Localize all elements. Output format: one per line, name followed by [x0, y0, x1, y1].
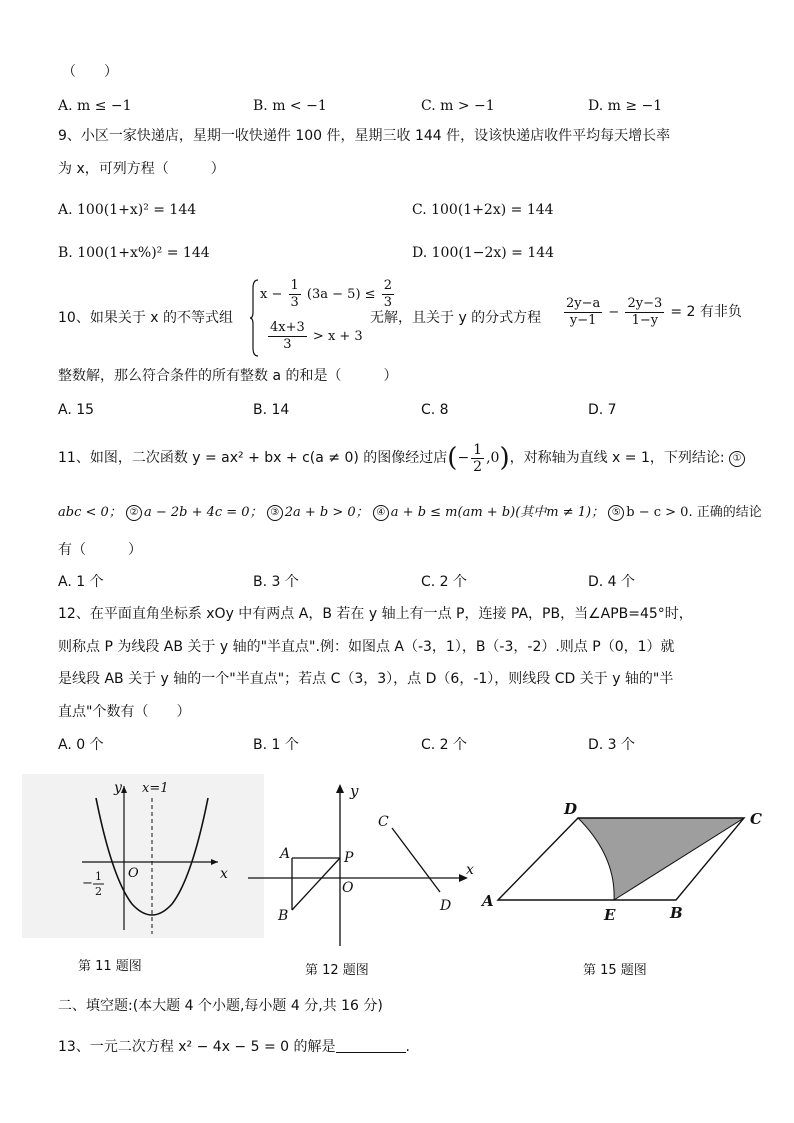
q10-line2: 整数解，那么符合条件的所有整数 a 的和是（ ）: [58, 368, 398, 384]
q11-option-b: B. 3 个: [253, 574, 299, 590]
q12-option-c: C. 2 个: [421, 737, 468, 753]
q11-point-frac-num: 1: [473, 441, 483, 458]
section2-title: 二、填空题:(本大题 4 个小题,每小题 4 分,共 16 分): [58, 998, 383, 1014]
q10-sys1-frac: [289, 278, 301, 311]
q9-line1: 9、小区一家快递店，星期一收快递件 100 件，星期三收 144 件，设该快递店收件平均每天增长率: [58, 128, 671, 144]
fig12-x-label: x: [466, 862, 474, 878]
q11-circle-2: ②: [126, 505, 142, 521]
fig15-label-a: A: [482, 892, 494, 910]
fig12-y-label: y: [350, 782, 359, 800]
q10-sys1-frac2-den: 3: [383, 295, 392, 310]
fig12-label-p: P: [344, 850, 354, 866]
q10-sys2-frac: [268, 320, 307, 353]
q10-mid: 无解，且关于 y 的分式方程: [370, 310, 542, 326]
q11-concl-4: a + b ≤ m(am + b)(其中m ≠ 1)；: [390, 505, 605, 520]
q11-concl-1: abc < 0；: [58, 505, 122, 520]
q10-eq-frac1-num: 2y−a: [566, 296, 601, 311]
q10-eq-frac1-den: y−1: [569, 313, 597, 328]
q9-line2: 为 x，可列方程（ ）: [58, 161, 225, 177]
q11-point-paren-close: ): [499, 443, 510, 473]
fig12-y-arrow: [336, 784, 344, 793]
fig12-label-d: D: [440, 898, 452, 914]
fig12-segment-cd: [392, 828, 440, 892]
q10-system-line1: [260, 278, 396, 311]
q12-option-b: B. 1 个: [253, 737, 299, 753]
fig11-x-label: x: [220, 866, 228, 882]
q13-tail: .: [405, 1039, 410, 1055]
fig11-caption: 第 11 题图: [78, 959, 142, 974]
q10-sys1-frac2-num: 2: [383, 278, 392, 293]
q12-options: [0, 735, 794, 755]
q10-eq-frac1: [564, 296, 602, 329]
q10-equation: [562, 296, 742, 329]
q9-options-row2: [0, 243, 794, 263]
q12-line1: 12、在平面直角坐标系 xOy 中有两点 A，B 若在 y 轴上有一点 P，连接 PA，PB，当∠APB=45°时，: [58, 606, 693, 622]
fig15-shaded-region: [578, 818, 744, 900]
fig11-y-label: y: [114, 780, 122, 796]
q12-option-a: A. 0 个: [58, 737, 104, 753]
q8-options: [0, 96, 794, 116]
q10-sys1-frac-num: 1: [290, 278, 299, 293]
q11-suffix: ，对称轴为直线 x = 1，下列结论:: [509, 450, 730, 466]
q11-circle-5: ⑤: [608, 505, 624, 521]
q12-line4: 直点"个数有（ ）: [58, 704, 191, 720]
q12-option-d: D. 3 个: [588, 737, 636, 753]
q11-point-tail: ,0: [486, 450, 500, 466]
q9-options-row1: [0, 200, 794, 220]
fig11-half-den: 2: [95, 885, 102, 898]
fig11-axis-label: x=1: [142, 781, 169, 796]
q10-system-brace: [250, 278, 260, 358]
q13-line: [58, 1037, 410, 1057]
fig11-neg-sign: −: [82, 876, 93, 891]
q9-option-b: B. 100(1+x%)² = 144: [58, 245, 210, 261]
q11-circle-4: ④: [373, 505, 389, 521]
q10-options: [0, 400, 794, 420]
fig12-label-a: A: [280, 846, 291, 862]
q10-sys2-frac-den: 3: [283, 337, 292, 352]
q10-eq-frac2-den: 1−y: [631, 313, 659, 328]
q12-line2: 则称点 P 为线段 AB 关于 y 轴的"半直点".例：如图点 A（-3，1），B（-3，-2）.则点 P（0，1）就: [58, 639, 675, 655]
q11-line2: [58, 503, 762, 523]
q11-circle-3: ③: [267, 505, 283, 521]
q9-option-c: C. 100(1+2x) = 144: [412, 202, 554, 218]
q11-point-paren-open: (: [447, 443, 458, 473]
q11-prefix: 11、如图，二次函数 y = ax² + bx + c(a ≠ 0) 的图像经过店: [58, 450, 448, 466]
q13-answer-blank: [336, 1038, 406, 1053]
q11-point-sign: −: [457, 450, 470, 466]
fig11-half-num: 1: [95, 870, 102, 883]
q11-circle-1: ①: [729, 451, 745, 467]
fig15-label-e: E: [604, 906, 616, 924]
q12-line3: 是线段 AB 关于 y 轴的一个"半直点"；若点 C（3，3），点 D（6，-1），则线段 CD 关于 y 轴的"半: [58, 671, 674, 687]
fig15-label-c: C: [750, 810, 762, 828]
q10-option-d: D. 7: [588, 402, 617, 418]
q11-concl-3: 2a + b > 0；: [284, 505, 369, 520]
figure-11: [22, 774, 264, 938]
q10-sys2-frac-num: 4x+3: [270, 320, 305, 335]
q10-option-b: B. 14: [253, 402, 290, 418]
fig12-label-c: C: [378, 814, 389, 830]
q11-concl-5: b − c > 0. 正确的结论: [626, 505, 762, 520]
fig15-label-b: B: [670, 904, 683, 922]
q8-bracket: （ ）: [62, 64, 118, 80]
q11-point-frac: [471, 442, 484, 475]
q10-sys1-frac-den: 3: [290, 295, 299, 310]
fig12-segment-bp: [292, 858, 340, 910]
q10-sys1-b: (3a − 5) ≤: [306, 287, 376, 302]
q8-option-c: C. m > −1: [421, 98, 495, 114]
q10-eq-minus: −: [608, 305, 620, 320]
q11-concl-2: a − 2b + 4c = 0；: [143, 505, 263, 520]
q8-option-b: B. m < −1: [253, 98, 327, 114]
q8-option-a: A. m ≤ −1: [58, 98, 132, 114]
q11-point-frac-den: 2: [473, 458, 483, 475]
q11-line1: [58, 438, 747, 478]
q10-eq-frac2-num: 2y−3: [627, 296, 663, 311]
q10-eq-frac2: [625, 296, 664, 329]
fig12-label-o: O: [342, 880, 354, 896]
q9-option-a: A. 100(1+x)² = 144: [58, 202, 197, 218]
q10-sys2-b: > x + 3: [312, 329, 363, 344]
q10-option-a: A. 15: [58, 402, 95, 418]
q11-line3: 有（ ）: [58, 542, 142, 558]
q10-eq-tail: = 2 有非负: [670, 304, 742, 320]
q11-option-a: A. 1 个: [58, 574, 104, 590]
q13-text: 13、一元二次方程 x² − 4x − 5 = 0 的解是: [58, 1039, 336, 1055]
figure-12: [240, 778, 478, 950]
q10-sys1-frac2: [382, 278, 394, 311]
q9-option-d: D. 100(1−2x) = 144: [412, 245, 555, 261]
q8-option-d: D. m ≥ −1: [588, 98, 663, 114]
figure-15: [478, 796, 778, 926]
q10-sys1-a: x −: [260, 287, 283, 302]
q11-option-d: D. 4 个: [588, 574, 636, 590]
q10-system-line2: [266, 320, 363, 353]
q10-option-c: C. 8: [421, 402, 449, 418]
q11-options: [0, 572, 794, 592]
q10-prefix: 10、如果关于 x 的不等式组: [58, 310, 233, 326]
q11-option-c: C. 2 个: [421, 574, 468, 590]
q11-point: [447, 438, 509, 478]
fig12-label-b: B: [278, 908, 289, 924]
fig12-caption: 第 12 题图: [305, 963, 369, 978]
fig15-label-d: D: [564, 800, 578, 818]
fig11-origin-label: O: [128, 866, 139, 881]
fig15-caption: 第 15 题图: [583, 963, 647, 978]
